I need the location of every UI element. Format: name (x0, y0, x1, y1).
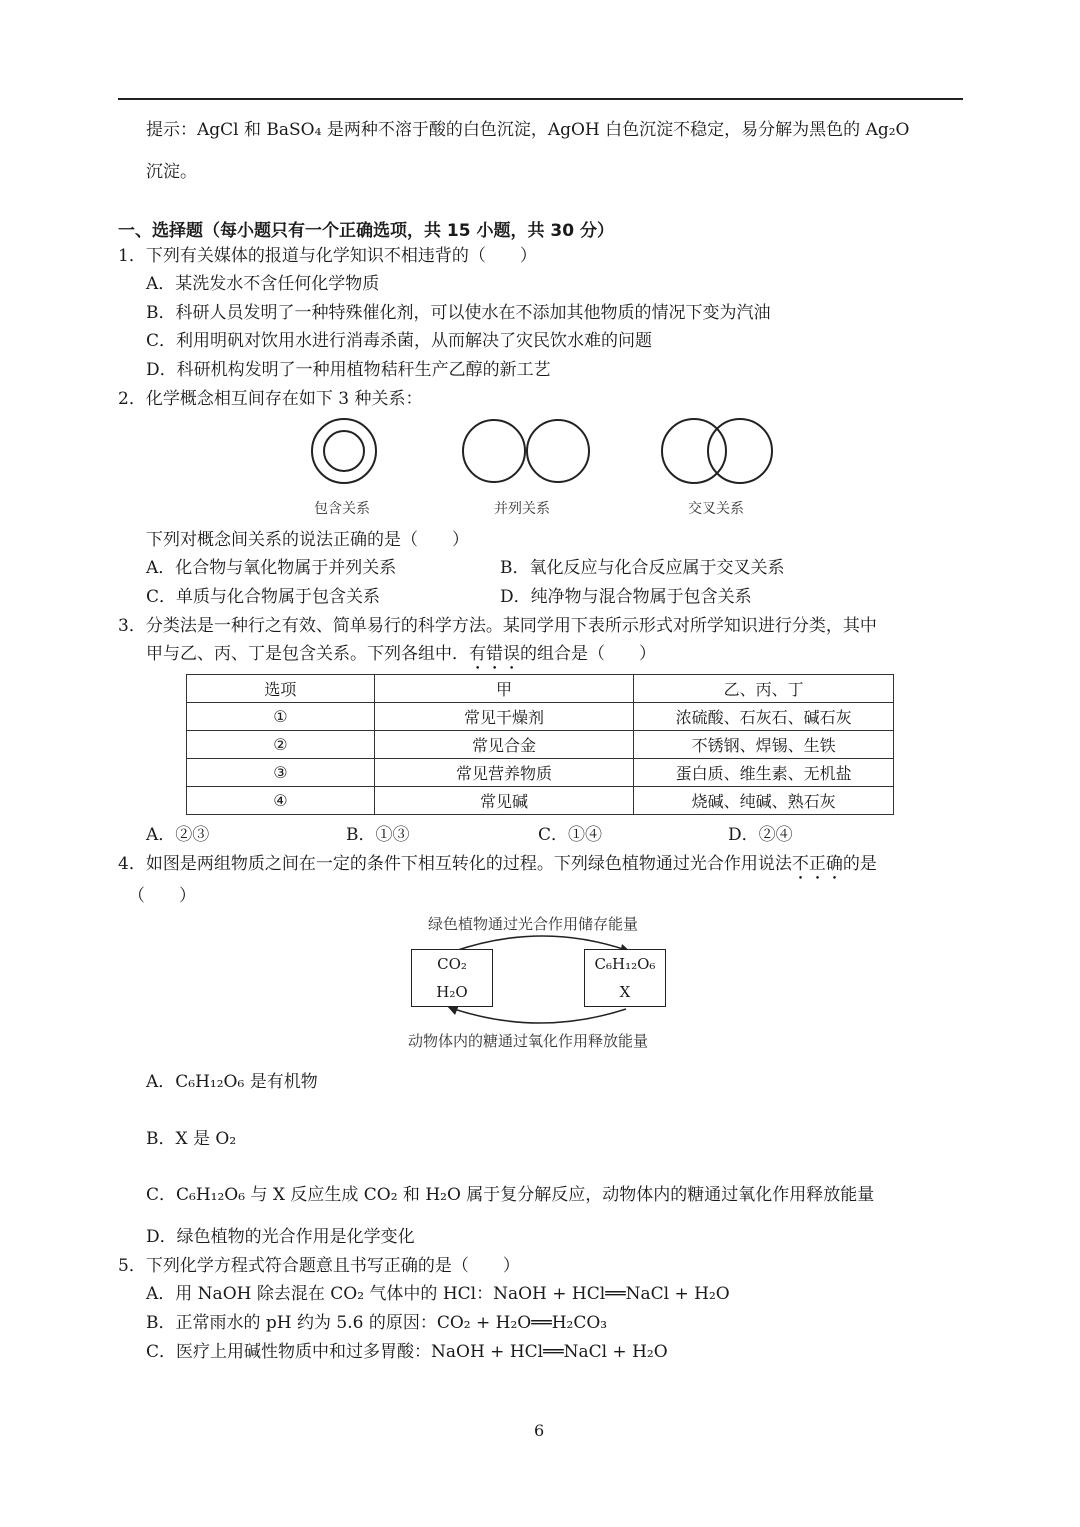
q2-option-a: A．化合物与氧化物属于并列关系 (146, 558, 397, 578)
q1-option-c: C．利用明矾对饮用水进行消毒杀菌，从而解决了灾民饮水难的问题 (146, 331, 653, 351)
q3-stem-pre: 甲与乙、丙、丁是包含关系。下列各组中． (146, 644, 469, 664)
q2-option-b: B．氧化反应与化合反应属于交叉关系 (500, 558, 785, 578)
table-cell: ② (187, 731, 375, 759)
q1-option-a: A．某洗发水不含任何化学物质 (146, 274, 380, 294)
caption-containment: 包含关系 (314, 501, 370, 517)
table-header-row (187, 675, 894, 703)
reactant-h2o: H₂O (436, 983, 468, 1001)
diagram-bottom-label: 动物体内的糖通过氧化作用释放能量 (408, 1032, 649, 1050)
intersection-diagram (662, 419, 772, 483)
caption-intersection: 交叉关系 (688, 501, 744, 517)
table-header: 选项 (187, 675, 375, 703)
q3-option-a: A．②③ (146, 825, 210, 845)
q4-stem-pre: 4．如图是两组物质之间在一定的条件下相互转化的过程。下列绿色植物通过光合作用说法 (118, 854, 792, 874)
q4-stem-line2: （ ） (128, 886, 196, 906)
q3-option-b: B．①③ (346, 825, 410, 845)
table-row (187, 759, 894, 787)
table-row (187, 731, 894, 759)
q2-question: 下列对概念间关系的说法正确的是（ ） (146, 530, 469, 550)
table-cell: 不锈钢、焊锡、生铁 (634, 731, 894, 759)
q5-stem: 5．下列化学方程式符合题意且书写正确的是（ ） (118, 1256, 520, 1276)
q3-stem-emphasis: 有错误 (469, 644, 520, 664)
q4-stem-emphasis: 不正确 (791, 854, 843, 874)
reactant-box (411, 949, 493, 1007)
table-cell: 常见营养物质 (374, 759, 634, 787)
table-cell: ③ (187, 759, 375, 787)
containment-diagram (312, 419, 376, 483)
q2-option-d: D．纯净物与混合物属于包含关系 (500, 587, 752, 607)
table-row (187, 703, 894, 731)
q4-option-d: D．绿色植物的光合作用是化学变化 (146, 1227, 415, 1247)
q3-stem-post: 的组合是（ ） (520, 644, 656, 664)
q4-stem-post: 的是 (842, 854, 877, 874)
caption-parallel: 并列关系 (494, 501, 550, 517)
table-header: 乙、丙、丁 (634, 675, 894, 703)
q5-option-c: C．医疗上用碱性物质中和过多胃酸：NaOH + HCl══NaCl + H₂O (146, 1342, 668, 1362)
page-number: 6 (534, 1421, 545, 1440)
q2-stem: 2．化学概念相互间存在如下 3 种关系： (118, 389, 423, 409)
table-cell: 常见碱 (374, 787, 634, 815)
q4-option-a: A．C₆H₁₂O₆ 是有机物 (146, 1072, 318, 1092)
q1-option-b: B．科研人员发明了一种特殊催化剂，可以使水在不添加其他物质的情况下变为汽油 (146, 303, 771, 323)
diagram-top-label: 绿色植物通过光合作用储存能量 (428, 915, 639, 933)
table-row (187, 787, 894, 815)
table-cell: 浓硫酸、石灰石、碱石灰 (634, 703, 894, 731)
q1-stem: 1．下列有关媒体的报道与化学知识不相违背的（ ） (118, 246, 537, 266)
reactant-co2: CO₂ (437, 955, 467, 973)
table-header: 甲 (374, 675, 634, 703)
hint-line-1: 提示：AgCl 和 BaSO₄ 是两种不溶于酸的白色沉淀，AgOH 白色沉淀不稳定，易分解为黑色的 Ag₂O (146, 120, 910, 140)
table-cell: ① (187, 703, 375, 731)
q1-option-d: D．科研机构发明了一种用植物秸秆生产乙醇的新工艺 (146, 360, 551, 380)
parallel-diagram (463, 420, 589, 482)
q3-option-c: C．①④ (538, 825, 603, 845)
q4-stem (118, 852, 877, 884)
header-rule (118, 98, 963, 100)
q5-option-b: B．正常雨水的 pH 约为 5.6 的原因：CO₂ + H₂O══H₂CO₃ (146, 1313, 608, 1333)
table-cell: 常见干燥剂 (374, 703, 634, 731)
q4-option-b: B．X 是 O₂ (146, 1129, 237, 1149)
table-cell: ④ (187, 787, 375, 815)
table-cell: 蛋白质、维生素、无机盐 (634, 759, 894, 787)
q3-stem-line1: 3．分类法是一种行之有效、简单易行的科学方法。某同学用下表所示形式对所学知识进行分类，其中 (118, 616, 877, 636)
product-x: X (619, 983, 631, 1001)
q4-option-c: C．C₆H₁₂O₆ 与 X 反应生成 CO₂ 和 H₂O 属于复分解反应，动物体内的糖通过氧化作用释放能量 (146, 1185, 875, 1205)
product-box (584, 949, 666, 1007)
table-cell: 常见合金 (374, 731, 634, 759)
table-cell: 烧碱、纯碱、熟石灰 (634, 787, 894, 815)
relation-diagrams (300, 415, 780, 495)
q3-option-d: D．②④ (728, 825, 793, 845)
hint-line-2: 沉淀。 (146, 162, 197, 182)
q5-option-a: A．用 NaOH 除去混在 CO₂ 气体中的 HCl：NaOH + HCl══NaCl + H₂O (146, 1284, 730, 1304)
product-glucose: C₆H₁₂O₆ (594, 955, 656, 973)
q3-stem-line2 (146, 642, 656, 674)
q2-option-c: C．单质与化合物属于包含关系 (146, 587, 381, 607)
classification-table (186, 674, 894, 815)
section-title: 一、选择题（每小题只有一个正确选项，共 15 小题，共 30 分） (118, 221, 614, 241)
